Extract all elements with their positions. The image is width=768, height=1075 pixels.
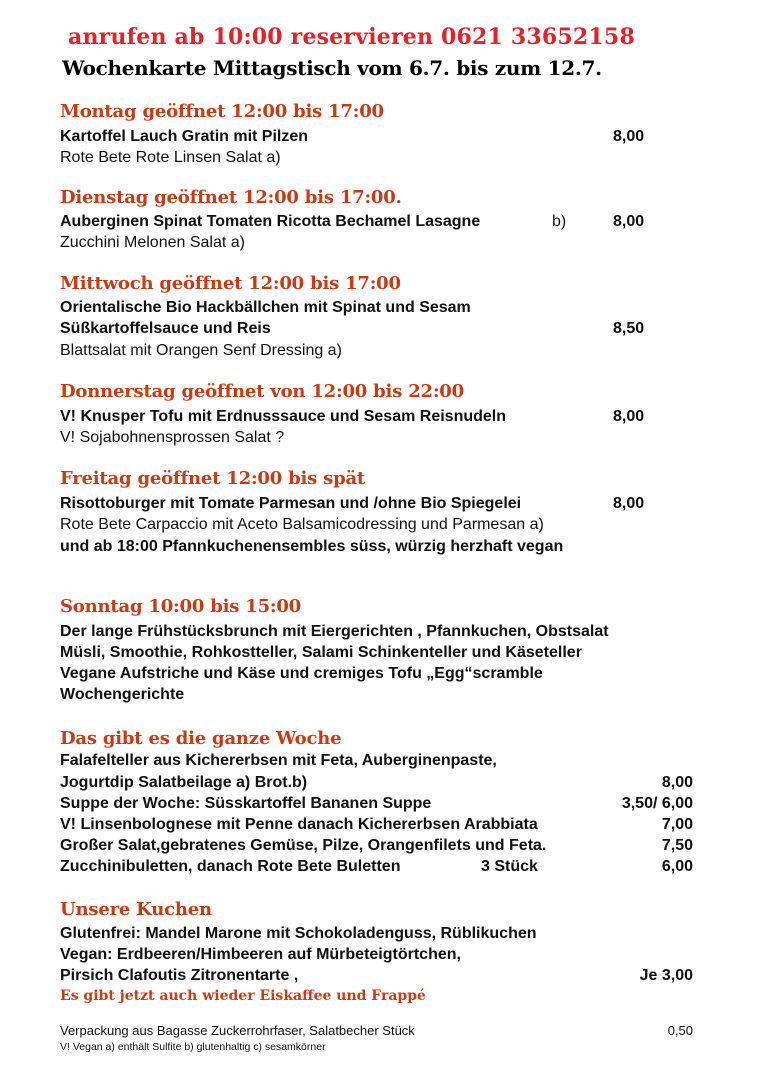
cake-price: Je 3,00: [639, 967, 693, 984]
weekly-item-price: 8,00: [661, 774, 693, 791]
weekly-item: Großer Salat,gebratenes Gemüse, Pilze, Orangenfilets und Feta.: [60, 837, 547, 854]
menu-side-item: Rote Bete Rote Linsen Salat a): [60, 149, 281, 166]
menu-item: Kartoffel Lauch Gratin mit Pilzen: [60, 128, 309, 145]
brunch-line: Wochengerichte: [60, 686, 185, 703]
page-title: Wochenkarte Mittagstisch vom 6.7. bis zum 12.7.: [62, 56, 602, 80]
cake-line: Vegan: Erdbeeren/Himbeeren auf Mürbeteigtörtchen,: [60, 946, 461, 963]
menu-side-item: Zucchini Melonen Salat a): [60, 234, 245, 251]
section-heading-weekly: Das gibt es die ganze Woche: [60, 728, 342, 749]
drinks-note: Es gibt jetzt auch wieder Eiskaffee und Frappé: [60, 988, 426, 1004]
menu-item: Orientalische Bio Hackbällchen mit Spinat und Sesam: [60, 299, 471, 316]
section-heading-donnerstag: Donnerstag geöffnet von 12:00 bis 22:00: [60, 381, 464, 402]
menu-item-price: 8,00: [613, 408, 645, 425]
weekly-item-price: 6,00: [661, 858, 693, 875]
phone-reservation-line: anrufen ab 10:00 reservieren 0621 33652158: [68, 24, 635, 50]
brunch-line: Vegane Aufstriche und Käse und cremiges Tofu „Egg“scramble: [60, 665, 543, 682]
section-heading-cakes: Unsere Kuchen: [60, 899, 212, 920]
allergen-legend: V! Vegan a) enthält Sulfite b) glutenhaltig c) sesamkörner: [60, 1041, 326, 1053]
menu-side-item: V! Sojabohnensprossen Salat ?: [60, 429, 285, 446]
weekly-item-quantity: 3 Stück: [481, 858, 538, 875]
menu-item: V! Knusper Tofu mit Erdnusssauce und Sesam Reisnudeln: [60, 408, 507, 425]
menu-item-price: 8,00: [613, 495, 645, 512]
weekly-item: Zucchinibuletten, danach Rote Bete Buletten: [60, 858, 401, 875]
packaging-price: 0,50: [667, 1023, 693, 1038]
cake-line: Glutenfrei: Mandel Marone mit Schokoladenguss, Rüblikuchen: [60, 925, 537, 942]
weekly-item: Falafelteller aus Kichererbsen mit Feta, Auberginenpaste,: [60, 752, 497, 769]
menu-side-item: Rote Bete Carpaccio mit Aceto Balsamicodressing und Parmesan a): [60, 516, 544, 533]
section-heading-freitag: Freitag geöffnet 12:00 bis spät: [60, 468, 366, 489]
section-heading-dienstag: Dienstag geöffnet 12:00 bis 17:00.: [60, 187, 402, 208]
menu-item-price: 8,00: [613, 213, 645, 230]
menu-item-price: 8,50: [613, 320, 645, 337]
weekly-item-price: 3,50/ 6,00: [621, 795, 693, 812]
weekly-item: Suppe der Woche: Süsskartoffel Bananen Suppe: [60, 795, 432, 812]
weekly-item-price: 7,50: [661, 837, 693, 854]
brunch-line: Müsli, Smoothie, Rohkostteller, Salami Schinkenteller und Käseteller: [60, 644, 582, 661]
section-heading-mittwoch: Mittwoch geöffnet 12:00 bis 17:00: [60, 273, 401, 294]
brunch-line: Der lange Frühstücksbrunch mit Eiergerichten , Pfannkuchen, Obstsalat: [60, 623, 609, 640]
section-heading-montag: Montag geöffnet 12:00 bis 17:00: [60, 101, 384, 122]
weekly-item: V! Linsenbolognese mit Penne danach Kichererbsen Arabbiata: [60, 816, 538, 833]
weekly-item: Jogurtdip Salatbeilage a) Brot.b): [60, 774, 308, 791]
section-heading-sonntag: Sonntag 10:00 bis 15:00: [60, 596, 301, 617]
menu-item: Süßkartoffelsauce und Reis: [60, 320, 271, 337]
menu-side-item: Blattsalat mit Orangen Senf Dressing a): [60, 342, 342, 359]
menu-item: und ab 18:00 Pfannkuchenensembles süss, würzig herzhaft vegan: [60, 538, 564, 555]
cake-line: Pirsich Clafoutis Zitronentarte ,: [60, 967, 299, 984]
menu-item: Auberginen Spinat Tomaten Ricotta Bechamel Lasagne: [60, 213, 481, 230]
allergen-marker: b): [552, 213, 567, 230]
menu-item: Risottoburger mit Tomate Parmesan und /ohne Bio Spiegelei: [60, 495, 522, 512]
weekly-item-price: 7,00: [661, 816, 693, 833]
menu-item-price: 8,00: [613, 128, 645, 145]
packaging-note: Verpackung aus Bagasse Zuckerrohrfaser, Salatbecher Stück: [60, 1023, 415, 1038]
